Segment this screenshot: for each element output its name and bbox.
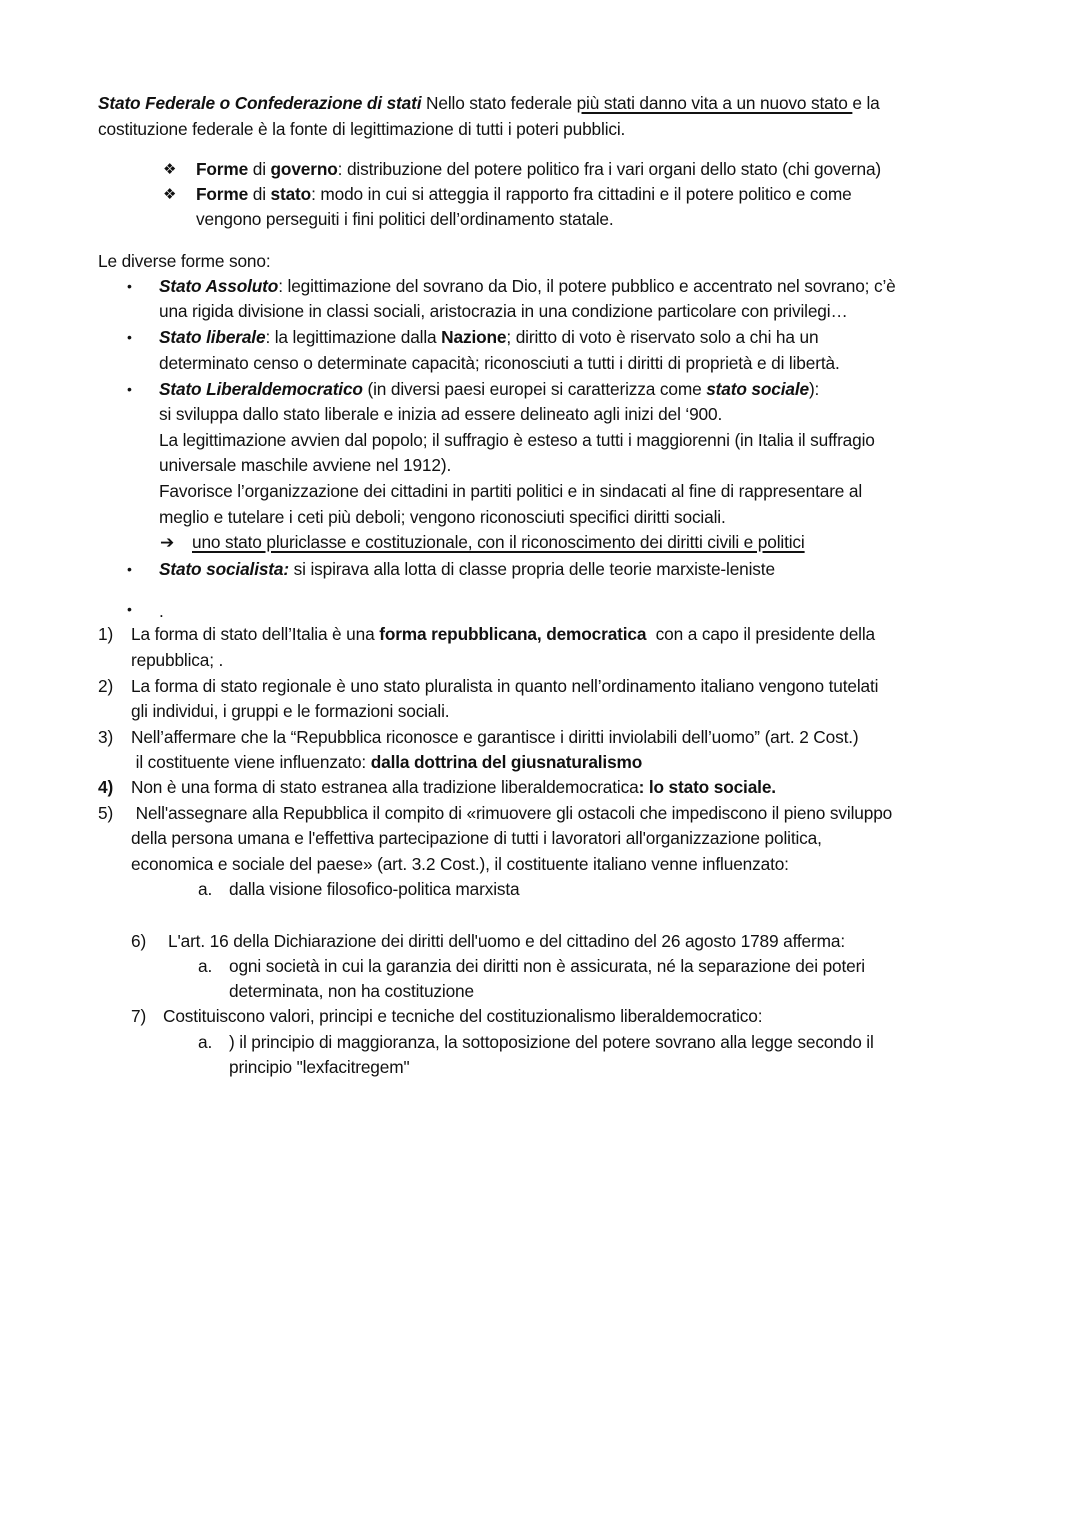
diamond-bullet-icon: ❖ [163,161,177,178]
diamond-bullet-icon: ❖ [163,186,177,203]
form-liberaldemocratico-line: La legittimazione avvien dal popolo; il suffragio è esteso a tutti i maggiorenni (in Italia il suffragio [159,430,875,450]
arrow-right-icon: ➔ [160,533,175,552]
answer-7-cont: principio "lexfacitregem" [229,1057,410,1077]
form-stato-assoluto-cont: una rigida divisione in classi sociali, aristocrazia in una condizione particolare con privilegi… [159,301,848,321]
form-empty: . [159,601,164,621]
question-4: Non è una forma di stato estranea alla tradizione liberaldemocratica: lo stato sociale. [131,777,776,797]
list-number: 3) [98,727,114,747]
question-7: Costituiscono valori, principi e tecniche del costituzionalismo liberaldemocratico: [163,1006,763,1026]
form-liberaldemocratico-line: universale maschile avviene nel 1912). [159,455,452,475]
bullet-icon: • [127,329,132,345]
form-stato-assoluto: Stato Assoluto: legittimazione del sovrano da Dio, il potere pubblico e accentrato nel sovrano; c’è [159,276,896,296]
list-number: 6) [131,931,147,951]
intro-line-1: Stato Federale o Confederazione di stati Nello stato federale più stati danno vita a un nuovo stato e la [98,93,880,113]
bullet-icon: • [127,561,132,577]
question-5-cont: della persona umana e l'effettiva partecipazione di tutti i lavoratori all'organizzazione politica, [131,828,822,848]
question-1: La forma di stato dell’Italia è una forma repubblicana, democratica con a capo il presidente della [131,624,876,644]
answer-6: ogni società in cui la garanzia dei diritti non è assicurata, né la separazione dei poteri [229,956,865,976]
question-3-cont: il costituente viene influenzato: dalla dottrina del giusnaturalismo [131,752,643,772]
answer-letter: a. [198,1032,213,1052]
definition-forme-di-governo: Forme di governo: distribuzione del potere politico fra i vari organi dello stato (chi governa) [196,159,882,179]
definition-forme-di-stato: Forme di stato: modo in cui si atteggia il rapporto fra cittadini e il potere politico e come [196,184,852,204]
form-liberaldemocratico-line: meglio e tutelare i ceti più deboli; vengono riconosciuti specifici diritti sociali. [159,507,726,527]
question-1-cont: repubblica; . [131,650,224,670]
question-3: Nell’affermare che la “Repubblica riconosce e garantisce i diritti inviolabili dell’uomo” (art. 2 Cost.) [131,727,859,747]
list-number: 5) [98,803,114,823]
question-6: L'art. 16 della Dichiarazione dei diritti dell'uomo e del cittadino del 26 agosto 1789 afferma: [168,931,845,951]
form-liberaldemocratico-line: Favorisce l’organizzazione dei cittadini in partiti politici e in sindacati al fine di rappresentare al [159,481,863,501]
bullet-icon: • [127,381,132,397]
question-2: La forma di stato regionale è uno stato pluralista in quanto nell’ordinamento italiano vengono tutelati [131,676,879,696]
question-2-cont: gli individui, i gruppi e le formazioni sociali. [131,701,450,721]
form-stato-liberale-cont: determinato censo o determinate capacità; riconosciuti a tutti i diritti di proprietà e di libertà. [159,353,840,373]
answer-letter: a. [198,956,213,976]
definition-forme-di-stato-cont: vengono perseguiti i fini politici dell’ordinamento statale. [196,209,614,229]
bullet-icon: • [127,601,132,617]
question-5-cont: economica e sociale del paese» (art. 3.2 Cost.), il costituente italiano venne influenzato: [131,854,789,874]
form-stato-liberaldemocratico: Stato Liberaldemocratico (in diversi paesi europei si caratterizza come stato sociale): [159,379,820,399]
answer-7: ) il principio di maggioranza, la sottoposizione del potere sovrano alla legge secondo il [229,1032,874,1052]
form-liberaldemocratico-summary: uno stato pluriclasse e costituzionale, con il riconoscimento dei diritti civili e politici [192,532,805,552]
bullet-icon: • [127,278,132,294]
form-stato-liberale: Stato liberale: la legittimazione dalla Nazione; diritto di voto è riservato solo a chi ha un [159,327,819,347]
answer-5: dalla visione filosofico-politica marxista [229,879,520,899]
list-number: 1) [98,624,114,644]
intro-line-2: costituzione federale è la fonte di legittimazione di tutti i poteri pubblici. [98,119,626,139]
form-liberaldemocratico-line: si sviluppa dallo stato liberale e inizia ad essere delineato agli inizi del ‘900. [159,404,723,424]
section-title: Stato Federale o Confederazione di stati [98,93,422,113]
list-number: 2) [98,676,114,696]
answer-6-cont: determinata, non ha costituzione [229,981,474,1001]
list-number: 4) [98,777,114,797]
forms-heading: Le diverse forme sono: [98,251,271,271]
form-stato-socialista: Stato socialista: si ispirava alla lotta di classe propria delle teorie marxiste-leniste [159,559,775,579]
list-number: 7) [131,1006,147,1026]
question-5: Nell'assegnare alla Repubblica il compito di «rimuovere gli ostacoli che impediscono il pieno sviluppo [131,803,893,823]
answer-letter: a. [198,879,213,899]
